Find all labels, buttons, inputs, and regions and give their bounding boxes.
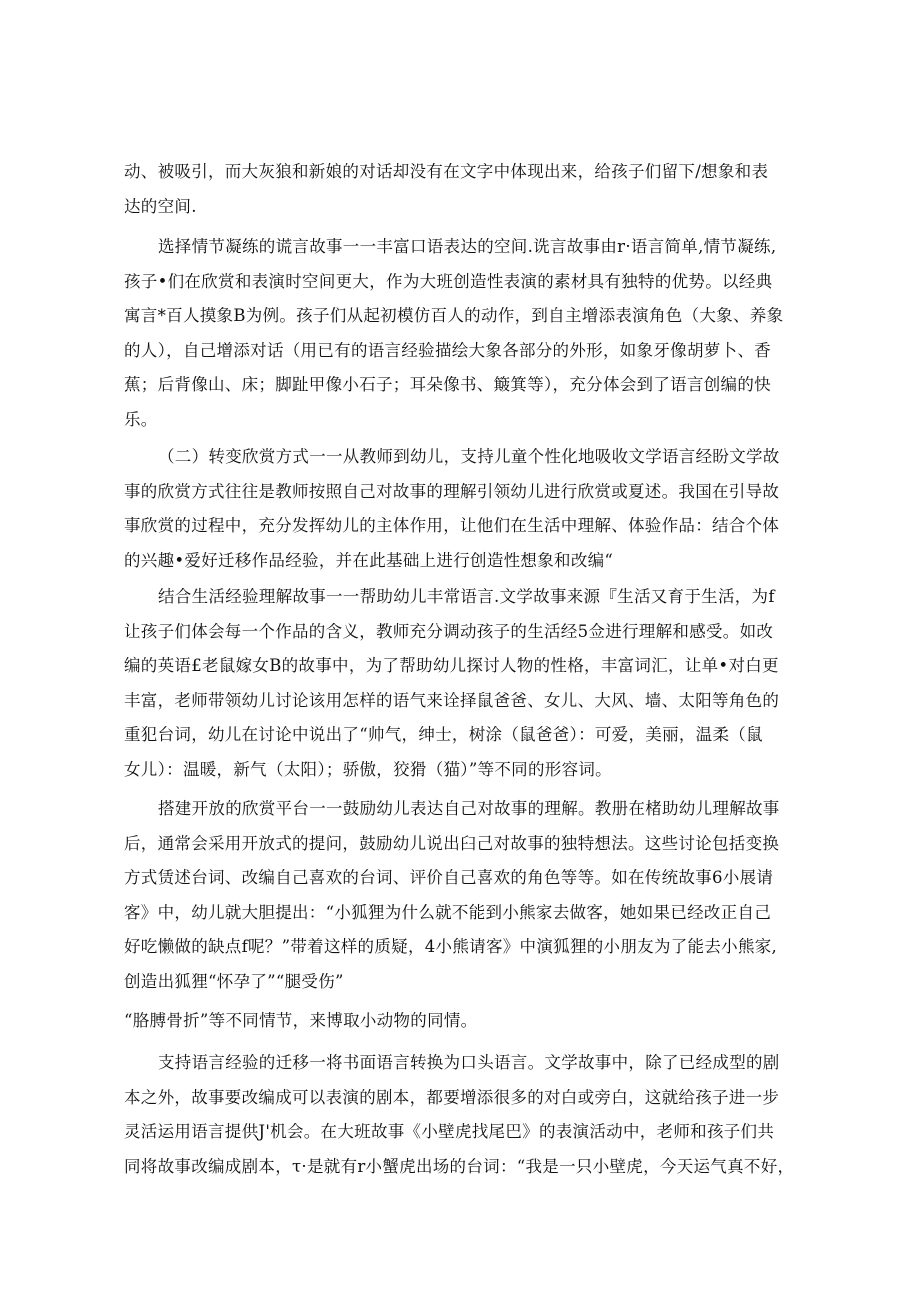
- text-line: “胳膊骨折”等不同情节，来博取小动物的同情。: [124, 1011, 478, 1030]
- paragraph-6: [124, 1004, 796, 1039]
- text-line: 灵活运用语言提供J'机会。在大班故事《小壁虎找尾巴》的表演活动中，老师和孩子们共: [124, 1122, 775, 1141]
- text-line: 客》中，幼儿就大胆提出：“小狐狸为什么就不能到小熊家去做客，她如果已经改正自己: [124, 902, 772, 922]
- text-line: 乐。: [124, 409, 158, 429]
- text-line: 丰富，老师带领幼儿讨论该用怎样的语气来诠择鼠爸爸、女儿、大风、墙、太阳等角色的: [124, 690, 780, 710]
- text-line: 编的英语£老鼠嫁女B的故事中，为了帮助幼儿探讨人物的性格，丰富词汇，让单•对白更: [124, 656, 779, 675]
- text-line: 的人），自己增添对话（用已有的语言经验描绘大象各部分的外形，如象牙像胡萝卜、香: [124, 340, 771, 360]
- paragraph-4: [124, 580, 796, 787]
- paragraph-7: [124, 1046, 796, 1184]
- text-line: 孩子•们在欣赏和表演时空间更大，作为大班创造性表演的素材具有独特的优势。以经典: [124, 271, 773, 291]
- text-line: 创造出狐狸“怀孕了”“腿受伤”: [124, 971, 344, 991]
- text-line: 本之外，故事要改编成可以表演的剧本，都要增添很多的对白或旁白，这就给孩子进一步: [124, 1087, 780, 1107]
- text-line: 重犯台词，幼儿在讨论中说出了“帅气，绅士，树涂（鼠爸爸）：可爱，美丽，温柔（鼠: [124, 725, 763, 744]
- text-line: 同将故事改编成剧本，τ·是就有r小蟹虎出场的台词：“我是一只小壁虎，今天运气真不好，: [124, 1156, 795, 1176]
- text-line: 事的欣赏方式往往是教师按照自己对故事的理解引领幼儿进行欣赏或夏述。我国在引导故: [124, 481, 780, 501]
- paragraph-5: [124, 792, 796, 999]
- text-line: 动、被吸引，而大灰狼和新娘的对话却没有在文字中体现出来，给孩子们留下/想象和表: [124, 162, 769, 181]
- paragraph-2: [124, 230, 796, 437]
- text-line: 让孩子们体会每一个作品的含义，教师充分调动孩子的生活经5佥进行理解和感受。如改: [124, 621, 774, 641]
- text-line: 好吃懒做的缺点f呢？”带着这样的质疑，4小熊请客》中演狐狸的小朋友为了能去小熊家,: [124, 937, 778, 956]
- text-line: 的兴趣•爱好迁移作品经验，并在此基础上进行创造性想象和改编“: [124, 550, 614, 570]
- text-line: 蕉；后背像山、床；脚趾甲像小石子；耳朵像书、簸箕等），充分体会到了语言创编的快: [124, 375, 771, 394]
- text-line: 后，通常会采用开放式的提问，鼓励幼儿说出臼己对故事的独特想法。这些讨论包括变换: [124, 833, 780, 853]
- text-line: 事欣赏的过程中，充分发挥幼儿的主体作用，让他们在生活中理解、体验作品：结合个体: [124, 516, 780, 535]
- paragraph-1: [124, 155, 796, 224]
- paragraph-3: [124, 440, 796, 578]
- text-line: 结合生活经验理解故事一一帮助幼儿丰常语言.文学故事来源『生活又育于生活，为f: [158, 587, 775, 606]
- text-line: （二）转变欣赏方式一一从教师到幼儿，支持儿童个性化地吸收文学语言经盼文学故: [158, 447, 780, 466]
- text-line: 女儿）：温暖，新气（太阳）；骄傲，狡猾（猫）”等不同的形容词。: [124, 759, 612, 779]
- text-line: 方式赁述台词、改编自己喜欢的台词、评价自己喜欢的角色等等。如在传统故事6小展请: [124, 868, 774, 887]
- text-line: 支持语言经验的迁移一将书面语言转换为口头语言。文学故事中，除了已经成型的剧: [158, 1053, 780, 1072]
- text-line: 搭建开放的欣赏平台一一鼓励幼儿表达自己对故事的理解。教册在楮助幼儿理解故事: [158, 799, 780, 818]
- text-line: 选择情节凝练的谎言故事一一丰富口语表达的空间.诜言故事由r·语言简单,情节凝练,: [158, 237, 777, 256]
- text-line: 达的空间.: [124, 196, 197, 216]
- text-line: 寓言*百人摸象B为例。孩子们从起初模仿百人的动作，到自主增添表演角色（大象、养象: [124, 306, 784, 325]
